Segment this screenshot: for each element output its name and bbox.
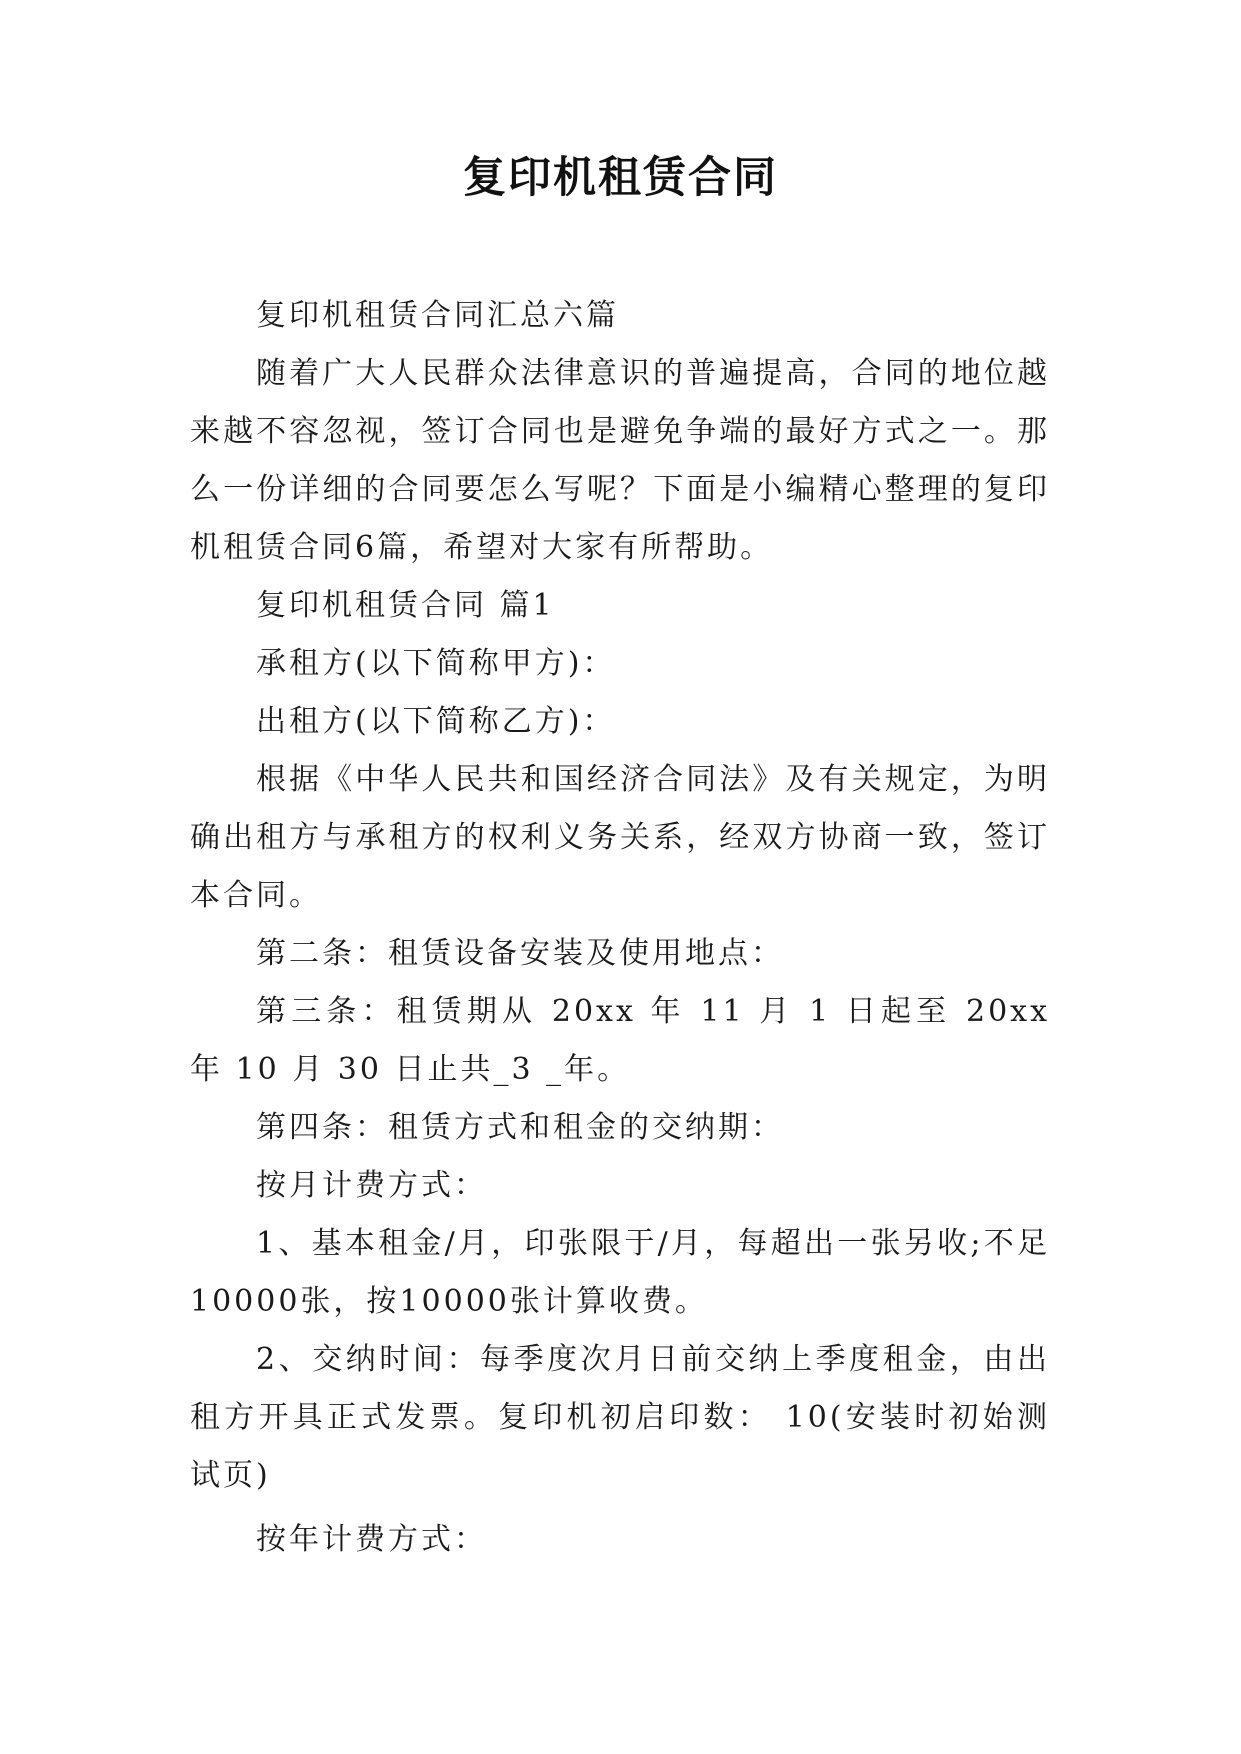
paragraph-basis: 根据《中华人民共和国经济合同法》及有关规定，为明确出租方与承租方的权利义务关系，经双方协商一致，签订本合同。 bbox=[190, 762, 1050, 913]
paragraph-intro: 随着广大人民群众法律意识的普遍提高，合同的地位越来越不容忽视，签订合同也是避免争端的最好方式之一。那么一份详细的合同要怎么写呢？下面是小编精心整理的复印机租赁合同6篇，希望对大家有所帮助。 bbox=[190, 356, 1050, 565]
paragraph-lessor: 出租方(以下简称乙方)： bbox=[256, 704, 616, 739]
paragraph-monthly-billing: 按月计费方式： bbox=[256, 1168, 487, 1203]
paragraph-item-1: 1、基本租金/月，印张限于/月，每超出一张另收;不足10000张，按10000张计算收费。 bbox=[190, 1226, 1050, 1319]
document-body bbox=[190, 287, 1050, 1569]
paragraph-item-2: 2、交纳时间：每季度次月日前交纳上季度租金，由出租方开具正式发票。复印机初启印数： 10(安装时初始测试页) bbox=[190, 1342, 1050, 1493]
document-title: 复印机租赁合同 bbox=[463, 153, 778, 203]
paragraph-article-4: 第四条：租赁方式和租金的交纳期： bbox=[256, 1110, 784, 1145]
paragraph-lessee: 承租方(以下简称甲方)： bbox=[256, 646, 616, 681]
paragraph-article-3: 第三条：租赁期从 20xx 年 11 月 1 日起至 20xx 年 10 月 30 日止共_3 _年。 bbox=[190, 994, 1050, 1087]
paragraph-yearly-billing: 按年计费方式： bbox=[256, 1522, 487, 1557]
paragraph-subtitle: 复印机租赁合同汇总六篇 bbox=[256, 298, 619, 333]
paragraph-article-2: 第二条：租赁设备安装及使用地点： bbox=[256, 936, 784, 971]
paragraph-section-heading: 复印机租赁合同 篇1 bbox=[256, 588, 555, 623]
